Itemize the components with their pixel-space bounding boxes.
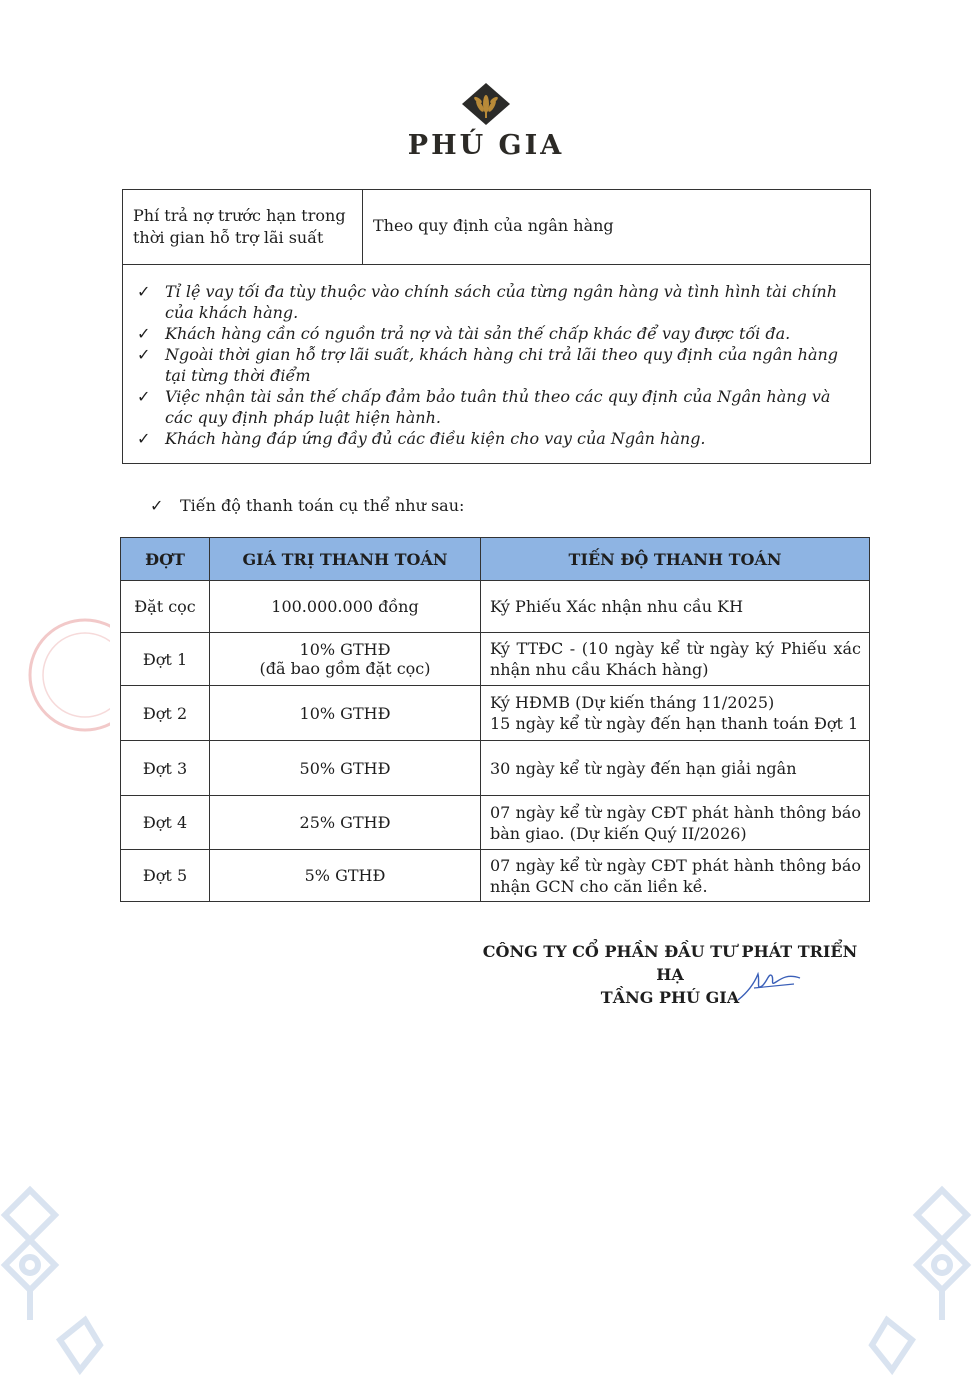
fee-value: Theo quy định của ngân hàng xyxy=(373,216,614,235)
brand-name: PHÚ GIA xyxy=(407,130,565,161)
company-logo xyxy=(0,82,972,161)
check-icon: ✓ xyxy=(137,345,151,364)
loan-conditions-box xyxy=(122,189,871,464)
decorative-motif-right-icon xyxy=(862,1170,972,1386)
logo-mark-icon xyxy=(461,82,511,126)
list-item: ✓ Ngoài thời gian hỗ trợ lãi suất, khách hàng chi trả lãi theo quy định của ngân hàng tại từng thời điểm xyxy=(137,345,839,385)
table-row: Đợt 2 10% GTHĐ Ký HĐMB (Dự kiến tháng 11/2025) 15 ngày kể từ ngày đến hạn thanh toán Đợt 1 xyxy=(121,686,870,741)
table-row: Đợt 4 25% GTHĐ 07 ngày kể từ ngày CĐT phát hành thông báo bàn giao. (Dự kiến Quý II/2026) xyxy=(121,796,870,850)
table-header-row xyxy=(121,538,870,581)
check-icon: ✓ xyxy=(137,324,151,343)
fee-row xyxy=(123,190,870,265)
company-name-line1: CÔNG TY CỔ PHẦN ĐẦU TƯ PHÁT TRIỂN HẠ xyxy=(482,942,858,984)
table-row: Đặt cọc 100.000.000 đồng Ký Phiếu Xác nhận nhu cầu KH xyxy=(121,581,870,633)
table-row: Đợt 5 5% GTHĐ 07 ngày kể từ ngày CĐT phát hành thông báo nhận GCN cho căn liền kề. xyxy=(121,850,870,902)
list-item: ✓ Việc nhận tài sản thế chấp đảm bảo tuân thủ theo các quy định của Ngân hàng và các quy định pháp luật hiện hành. xyxy=(137,387,831,427)
stamp-watermark-icon xyxy=(20,610,110,740)
list-item: ✓ Khách hàng đáp ứng đầy đủ các điều kiện cho vay của Ngân hàng. xyxy=(137,429,706,448)
list-item: ✓ Khách hàng cần có nguồn trả nợ và tài sản thế chấp khác để vay được tối đa. xyxy=(137,324,791,343)
table-row: Đợt 1 10% GTHĐ (đã bao gồm đặt cọc) Ký TTĐC - (10 ngày kể từ ngày ký Phiếu xác nhận nhu cầu Khách hàng) xyxy=(121,633,870,686)
payment-schedule-table xyxy=(120,537,870,902)
column-header-value: GIÁ TRỊ THANH TOÁN xyxy=(210,538,481,581)
column-header-dot: ĐỢT xyxy=(121,538,210,581)
company-name-line2: TẦNG PHÚ GIA xyxy=(600,988,740,1007)
signature-icon xyxy=(734,962,804,1004)
check-icon: ✓ xyxy=(150,496,164,515)
fee-label: Phí trả nợ trước hạn trong thời gian hỗ trợ lãi suất xyxy=(123,190,363,264)
check-icon: ✓ xyxy=(137,282,151,301)
list-item: ✓ Tỉ lệ vay tối đa tùy thuộc vào chính sách của từng ngân hàng và tình hình tài chính của khách hàng. xyxy=(137,282,837,322)
column-header-progress: TIẾN ĐỘ THANH TOÁN xyxy=(481,538,870,581)
decorative-motif-left-icon xyxy=(0,1170,110,1386)
loan-notes-list xyxy=(123,265,870,463)
check-icon: ✓ xyxy=(137,429,151,448)
company-signature-block xyxy=(470,940,870,1009)
table-row: Đợt 3 50% GTHĐ 30 ngày kể từ ngày đến hạn giải ngân xyxy=(121,741,870,796)
payment-schedule-heading: ✓ Tiến độ thanh toán cụ thể như sau: xyxy=(150,496,465,515)
check-icon: ✓ xyxy=(137,387,151,406)
